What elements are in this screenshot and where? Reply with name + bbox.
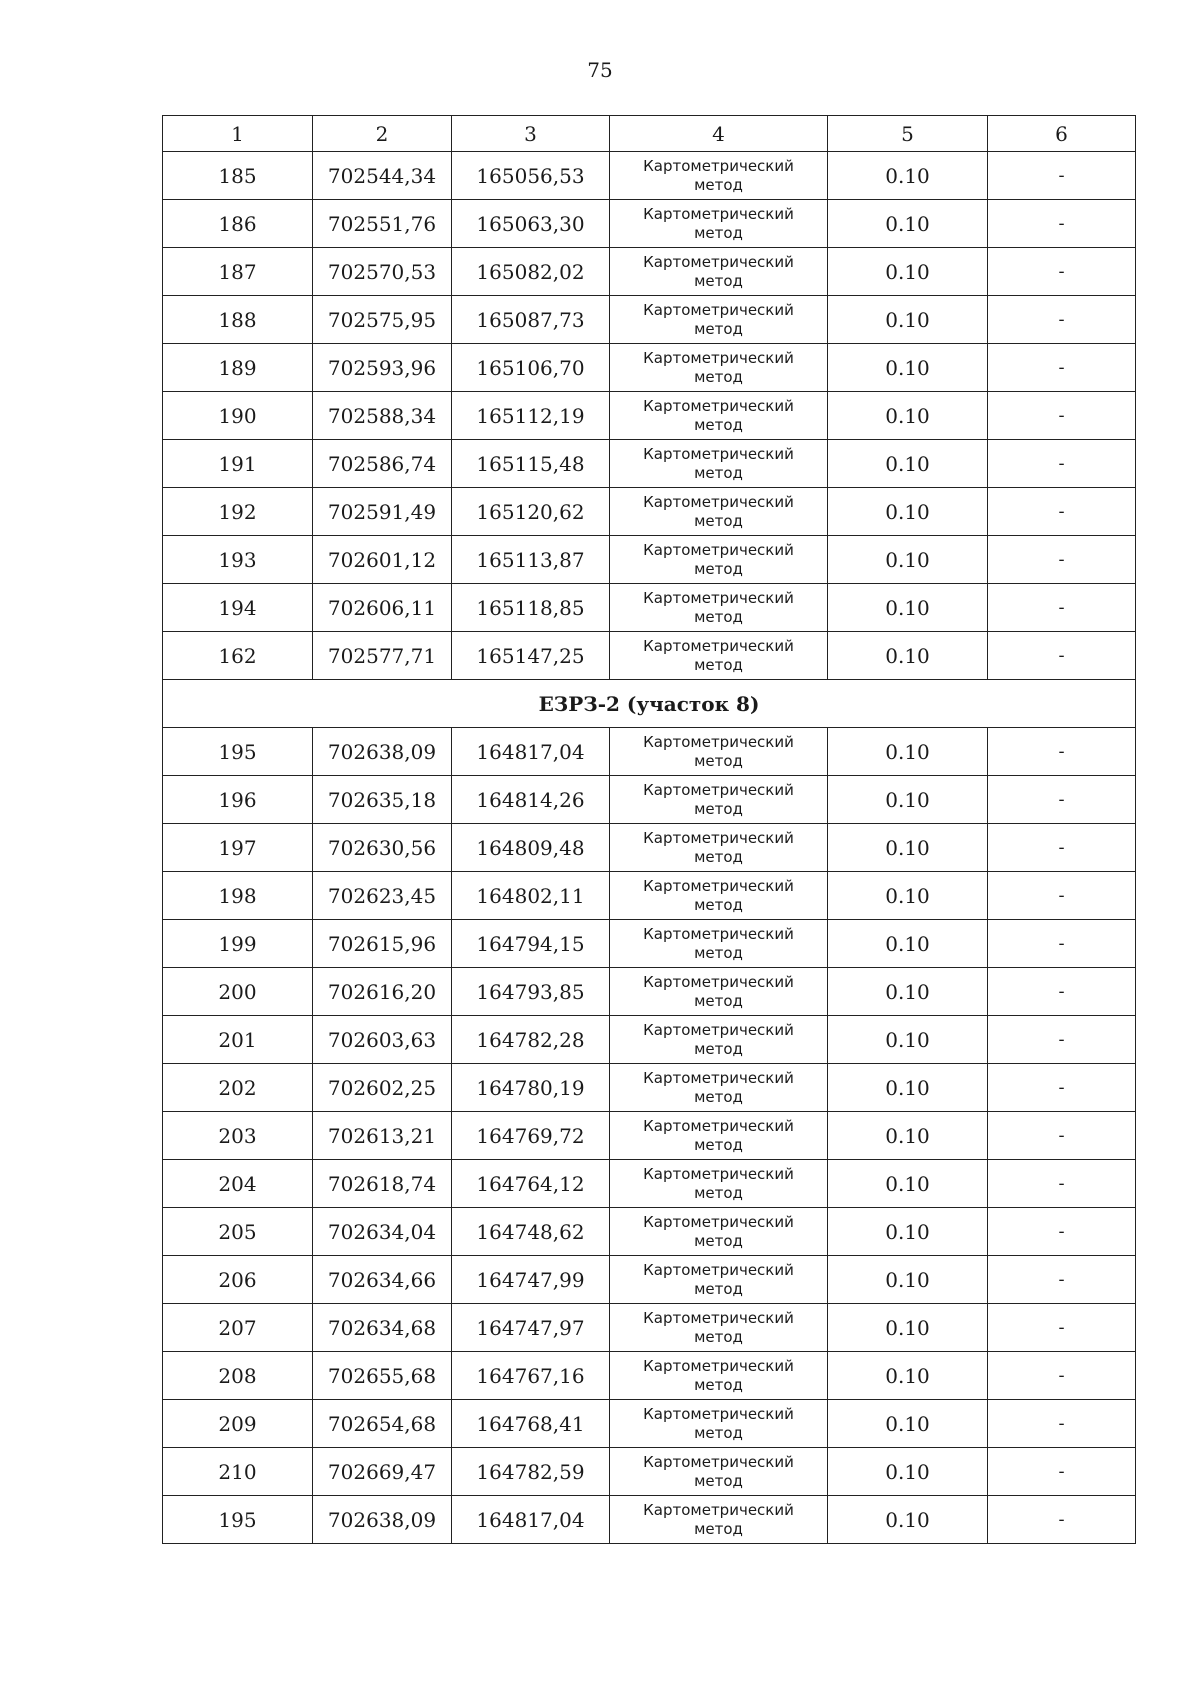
- method-line-2: метод: [694, 1183, 743, 1202]
- method-line-1: Картометрический: [643, 157, 794, 176]
- method-cell: [610, 1160, 828, 1208]
- x-coordinate-cell: 702591,49: [313, 488, 452, 536]
- method-cell: [610, 344, 828, 392]
- table-row: [163, 440, 1136, 488]
- method-line-2: метод: [694, 1087, 743, 1106]
- note-cell: -: [988, 248, 1136, 296]
- table-row: [163, 968, 1136, 1016]
- method-line-1: Картометрический: [643, 493, 794, 512]
- point-number-cell: 187: [163, 248, 313, 296]
- note-cell: -: [988, 344, 1136, 392]
- page-number: 75: [587, 58, 613, 82]
- method-line-2: метод: [694, 463, 743, 482]
- table-row: [163, 536, 1136, 584]
- method-cell: [610, 1256, 828, 1304]
- point-number-cell: 185: [163, 152, 313, 200]
- table-row: [163, 824, 1136, 872]
- note-cell: -: [988, 536, 1136, 584]
- method-cell: [610, 200, 828, 248]
- table-row: [163, 152, 1136, 200]
- table-row: [163, 632, 1136, 680]
- method-line-1: Картометрический: [643, 205, 794, 224]
- note-cell: -: [988, 1112, 1136, 1160]
- method-line-1: Картометрический: [643, 541, 794, 560]
- method-line-1: Картометрический: [643, 1021, 794, 1040]
- point-number-cell: 197: [163, 824, 313, 872]
- x-coordinate-cell: 702575,95: [313, 296, 452, 344]
- point-number-cell: 162: [163, 632, 313, 680]
- x-coordinate-cell: 702603,63: [313, 1016, 452, 1064]
- table-row: [163, 920, 1136, 968]
- y-coordinate-cell: 165106,70: [452, 344, 610, 392]
- note-cell: -: [988, 488, 1136, 536]
- x-coordinate-cell: 702586,74: [313, 440, 452, 488]
- table-row: [163, 200, 1136, 248]
- method-cell: [610, 584, 828, 632]
- method-line-2: метод: [694, 1423, 743, 1442]
- point-number-cell: 208: [163, 1352, 313, 1400]
- table-row: [163, 1352, 1136, 1400]
- method-line-2: метод: [694, 895, 743, 914]
- column-header: 4: [610, 116, 828, 152]
- note-cell: -: [988, 1064, 1136, 1112]
- y-coordinate-cell: 165147,25: [452, 632, 610, 680]
- method-cell: [610, 392, 828, 440]
- method-cell: [610, 920, 828, 968]
- y-coordinate-cell: 165120,62: [452, 488, 610, 536]
- method-line-1: Картометрический: [643, 733, 794, 752]
- x-coordinate-cell: 702602,25: [313, 1064, 452, 1112]
- method-cell: [610, 824, 828, 872]
- x-coordinate-cell: 702570,53: [313, 248, 452, 296]
- accuracy-cell: 0.10: [828, 632, 988, 680]
- x-coordinate-cell: 702638,09: [313, 1496, 452, 1544]
- method-line-2: метод: [694, 1039, 743, 1058]
- accuracy-cell: 0.10: [828, 488, 988, 536]
- method-line-2: метод: [694, 943, 743, 962]
- note-cell: -: [988, 584, 1136, 632]
- y-coordinate-cell: 164809,48: [452, 824, 610, 872]
- point-number-cell: 186: [163, 200, 313, 248]
- column-header: 1: [163, 116, 313, 152]
- accuracy-cell: 0.10: [828, 248, 988, 296]
- accuracy-cell: 0.10: [828, 1208, 988, 1256]
- table-row: [163, 248, 1136, 296]
- accuracy-cell: 0.10: [828, 872, 988, 920]
- accuracy-cell: 0.10: [828, 536, 988, 584]
- method-cell: [610, 968, 828, 1016]
- point-number-cell: 200: [163, 968, 313, 1016]
- method-line-2: метод: [694, 511, 743, 530]
- method-cell: [610, 248, 828, 296]
- y-coordinate-cell: 165063,30: [452, 200, 610, 248]
- point-number-cell: 206: [163, 1256, 313, 1304]
- method-line-1: Картометрический: [643, 1213, 794, 1232]
- x-coordinate-cell: 702655,68: [313, 1352, 452, 1400]
- table-row: [163, 1208, 1136, 1256]
- method-line-2: метод: [694, 991, 743, 1010]
- y-coordinate-cell: 164764,12: [452, 1160, 610, 1208]
- section-title: ЕЗРЗ-2 (участок 8): [163, 680, 1136, 728]
- method-line-1: Картометрический: [643, 781, 794, 800]
- method-line-1: Картометрический: [643, 1069, 794, 1088]
- x-coordinate-cell: 702613,21: [313, 1112, 452, 1160]
- table-row: [163, 1496, 1136, 1544]
- y-coordinate-cell: 164793,85: [452, 968, 610, 1016]
- y-coordinate-cell: 165056,53: [452, 152, 610, 200]
- table-row: [163, 872, 1136, 920]
- method-line-2: метод: [694, 655, 743, 674]
- method-line-1: Картометрический: [643, 445, 794, 464]
- method-line-1: Картометрический: [643, 1357, 794, 1376]
- accuracy-cell: 0.10: [828, 1304, 988, 1352]
- method-line-1: Картометрический: [643, 637, 794, 656]
- point-number-cell: 192: [163, 488, 313, 536]
- note-cell: -: [988, 1304, 1136, 1352]
- method-cell: [610, 1304, 828, 1352]
- method-line-1: Картометрический: [643, 973, 794, 992]
- method-line-1: Картометрический: [643, 1117, 794, 1136]
- accuracy-cell: 0.10: [828, 824, 988, 872]
- point-number-cell: 194: [163, 584, 313, 632]
- y-coordinate-cell: 164817,04: [452, 728, 610, 776]
- point-number-cell: 193: [163, 536, 313, 584]
- y-coordinate-cell: 165113,87: [452, 536, 610, 584]
- note-cell: -: [988, 152, 1136, 200]
- method-line-1: Картометрический: [643, 589, 794, 608]
- x-coordinate-cell: 702616,20: [313, 968, 452, 1016]
- method-line-2: метод: [694, 1327, 743, 1346]
- x-coordinate-cell: 702623,45: [313, 872, 452, 920]
- method-line-1: Картометрический: [643, 1405, 794, 1424]
- y-coordinate-cell: 164780,19: [452, 1064, 610, 1112]
- y-coordinate-cell: 164747,99: [452, 1256, 610, 1304]
- point-number-cell: 189: [163, 344, 313, 392]
- method-cell: [610, 1448, 828, 1496]
- x-coordinate-cell: 702638,09: [313, 728, 452, 776]
- table-row: [163, 296, 1136, 344]
- x-coordinate-cell: 702577,71: [313, 632, 452, 680]
- accuracy-cell: 0.10: [828, 1352, 988, 1400]
- method-line-1: Картометрический: [643, 1165, 794, 1184]
- point-number-cell: 190: [163, 392, 313, 440]
- point-number-cell: 209: [163, 1400, 313, 1448]
- note-cell: -: [988, 296, 1136, 344]
- accuracy-cell: 0.10: [828, 1496, 988, 1544]
- point-number-cell: 191: [163, 440, 313, 488]
- note-cell: -: [988, 1496, 1136, 1544]
- method-line-1: Картометрический: [643, 253, 794, 272]
- method-line-1: Картометрический: [643, 301, 794, 320]
- method-cell: [610, 1112, 828, 1160]
- x-coordinate-cell: 702634,68: [313, 1304, 452, 1352]
- note-cell: -: [988, 824, 1136, 872]
- method-line-2: метод: [694, 1231, 743, 1250]
- method-line-2: метод: [694, 415, 743, 434]
- note-cell: -: [988, 1400, 1136, 1448]
- method-cell: [610, 536, 828, 584]
- y-coordinate-cell: 165115,48: [452, 440, 610, 488]
- method-line-2: метод: [694, 1519, 743, 1538]
- method-cell: [610, 872, 828, 920]
- point-number-cell: 203: [163, 1112, 313, 1160]
- point-number-cell: 195: [163, 728, 313, 776]
- point-number-cell: 196: [163, 776, 313, 824]
- point-number-cell: 204: [163, 1160, 313, 1208]
- method-cell: [610, 1016, 828, 1064]
- table-row: [163, 1016, 1136, 1064]
- method-line-2: метод: [694, 799, 743, 818]
- column-number-row: [163, 116, 1136, 152]
- accuracy-cell: 0.10: [828, 968, 988, 1016]
- method-line-2: метод: [694, 1375, 743, 1394]
- table-row: [163, 776, 1136, 824]
- x-coordinate-cell: 702551,76: [313, 200, 452, 248]
- column-header: 6: [988, 116, 1136, 152]
- column-header: 5: [828, 116, 988, 152]
- method-line-2: метод: [694, 271, 743, 290]
- y-coordinate-cell: 164768,41: [452, 1400, 610, 1448]
- y-coordinate-cell: 164802,11: [452, 872, 610, 920]
- y-coordinate-cell: 164782,28: [452, 1016, 610, 1064]
- coordinates-table-body: [163, 116, 1136, 1544]
- x-coordinate-cell: 702618,74: [313, 1160, 452, 1208]
- method-cell: [610, 440, 828, 488]
- note-cell: -: [988, 1160, 1136, 1208]
- accuracy-cell: 0.10: [828, 1016, 988, 1064]
- table-row: [163, 392, 1136, 440]
- point-number-cell: 210: [163, 1448, 313, 1496]
- note-cell: -: [988, 200, 1136, 248]
- method-line-2: метод: [694, 1135, 743, 1154]
- note-cell: -: [988, 920, 1136, 968]
- point-number-cell: 198: [163, 872, 313, 920]
- note-cell: -: [988, 440, 1136, 488]
- x-coordinate-cell: 702634,04: [313, 1208, 452, 1256]
- column-header: 2: [313, 116, 452, 152]
- accuracy-cell: 0.10: [828, 584, 988, 632]
- method-cell: [610, 728, 828, 776]
- accuracy-cell: 0.10: [828, 1112, 988, 1160]
- point-number-cell: 188: [163, 296, 313, 344]
- point-number-cell: 199: [163, 920, 313, 968]
- accuracy-cell: 0.10: [828, 1160, 988, 1208]
- y-coordinate-cell: 164782,59: [452, 1448, 610, 1496]
- note-cell: -: [988, 776, 1136, 824]
- y-coordinate-cell: 164814,26: [452, 776, 610, 824]
- point-number-cell: 205: [163, 1208, 313, 1256]
- method-line-2: метод: [694, 1471, 743, 1490]
- section-heading-row: [163, 680, 1136, 728]
- method-line-1: Картометрический: [643, 1261, 794, 1280]
- table-row: [163, 1064, 1136, 1112]
- method-line-1: Картометрический: [643, 1309, 794, 1328]
- point-number-cell: 202: [163, 1064, 313, 1112]
- method-line-1: Картометрический: [643, 397, 794, 416]
- method-line-2: метод: [694, 175, 743, 194]
- note-cell: -: [988, 728, 1136, 776]
- accuracy-cell: 0.10: [828, 200, 988, 248]
- method-cell: [610, 1208, 828, 1256]
- accuracy-cell: 0.10: [828, 392, 988, 440]
- table-row: [163, 1448, 1136, 1496]
- y-coordinate-cell: 164748,62: [452, 1208, 610, 1256]
- x-coordinate-cell: 702601,12: [313, 536, 452, 584]
- y-coordinate-cell: 164747,97: [452, 1304, 610, 1352]
- column-header: 3: [452, 116, 610, 152]
- method-line-1: Картометрический: [643, 829, 794, 848]
- method-cell: [610, 1064, 828, 1112]
- accuracy-cell: 0.10: [828, 920, 988, 968]
- x-coordinate-cell: 702615,96: [313, 920, 452, 968]
- accuracy-cell: 0.10: [828, 440, 988, 488]
- table-row: [163, 1304, 1136, 1352]
- point-number-cell: 207: [163, 1304, 313, 1352]
- x-coordinate-cell: 702654,68: [313, 1400, 452, 1448]
- method-cell: [610, 1352, 828, 1400]
- method-cell: [610, 1400, 828, 1448]
- method-cell: [610, 1496, 828, 1544]
- accuracy-cell: 0.10: [828, 344, 988, 392]
- point-number-cell: 201: [163, 1016, 313, 1064]
- method-line-2: метод: [694, 847, 743, 866]
- x-coordinate-cell: 702669,47: [313, 1448, 452, 1496]
- x-coordinate-cell: 702593,96: [313, 344, 452, 392]
- note-cell: -: [988, 1256, 1136, 1304]
- y-coordinate-cell: 165118,85: [452, 584, 610, 632]
- accuracy-cell: 0.10: [828, 1064, 988, 1112]
- accuracy-cell: 0.10: [828, 1448, 988, 1496]
- table-row: [163, 1400, 1136, 1448]
- note-cell: -: [988, 872, 1136, 920]
- method-line-1: Картометрический: [643, 1501, 794, 1520]
- method-cell: [610, 152, 828, 200]
- table-row: [163, 584, 1136, 632]
- table-row: [163, 1112, 1136, 1160]
- x-coordinate-cell: 702588,34: [313, 392, 452, 440]
- y-coordinate-cell: 164767,16: [452, 1352, 610, 1400]
- method-line-1: Картометрический: [643, 1453, 794, 1472]
- x-coordinate-cell: 702544,34: [313, 152, 452, 200]
- point-number-cell: 195: [163, 1496, 313, 1544]
- method-line-2: метод: [694, 223, 743, 242]
- x-coordinate-cell: 702606,11: [313, 584, 452, 632]
- table-row: [163, 1256, 1136, 1304]
- y-coordinate-cell: 164794,15: [452, 920, 610, 968]
- table-row: [163, 1160, 1136, 1208]
- method-line-2: метод: [694, 559, 743, 578]
- method-line-2: метод: [694, 607, 743, 626]
- x-coordinate-cell: 702635,18: [313, 776, 452, 824]
- method-cell: [610, 632, 828, 680]
- table-row: [163, 728, 1136, 776]
- note-cell: -: [988, 1352, 1136, 1400]
- note-cell: -: [988, 392, 1136, 440]
- method-cell: [610, 488, 828, 536]
- method-line-2: метод: [694, 367, 743, 386]
- x-coordinate-cell: 702634,66: [313, 1256, 452, 1304]
- note-cell: -: [988, 968, 1136, 1016]
- method-line-1: Картометрический: [643, 349, 794, 368]
- note-cell: -: [988, 1016, 1136, 1064]
- y-coordinate-cell: 164817,04: [452, 1496, 610, 1544]
- method-line-1: Картометрический: [643, 925, 794, 944]
- method-cell: [610, 296, 828, 344]
- y-coordinate-cell: 165082,02: [452, 248, 610, 296]
- y-coordinate-cell: 165087,73: [452, 296, 610, 344]
- method-line-2: метод: [694, 751, 743, 770]
- note-cell: -: [988, 1448, 1136, 1496]
- method-line-2: метод: [694, 319, 743, 338]
- y-coordinate-cell: 165112,19: [452, 392, 610, 440]
- x-coordinate-cell: 702630,56: [313, 824, 452, 872]
- coordinates-table: [162, 115, 1136, 1544]
- accuracy-cell: 0.10: [828, 152, 988, 200]
- note-cell: -: [988, 632, 1136, 680]
- note-cell: -: [988, 1208, 1136, 1256]
- method-line-1: Картометрический: [643, 877, 794, 896]
- table-row: [163, 344, 1136, 392]
- accuracy-cell: 0.10: [828, 1256, 988, 1304]
- y-coordinate-cell: 164769,72: [452, 1112, 610, 1160]
- method-cell: [610, 776, 828, 824]
- accuracy-cell: 0.10: [828, 1400, 988, 1448]
- accuracy-cell: 0.10: [828, 296, 988, 344]
- accuracy-cell: 0.10: [828, 728, 988, 776]
- method-line-2: метод: [694, 1279, 743, 1298]
- table-row: [163, 488, 1136, 536]
- accuracy-cell: 0.10: [828, 776, 988, 824]
